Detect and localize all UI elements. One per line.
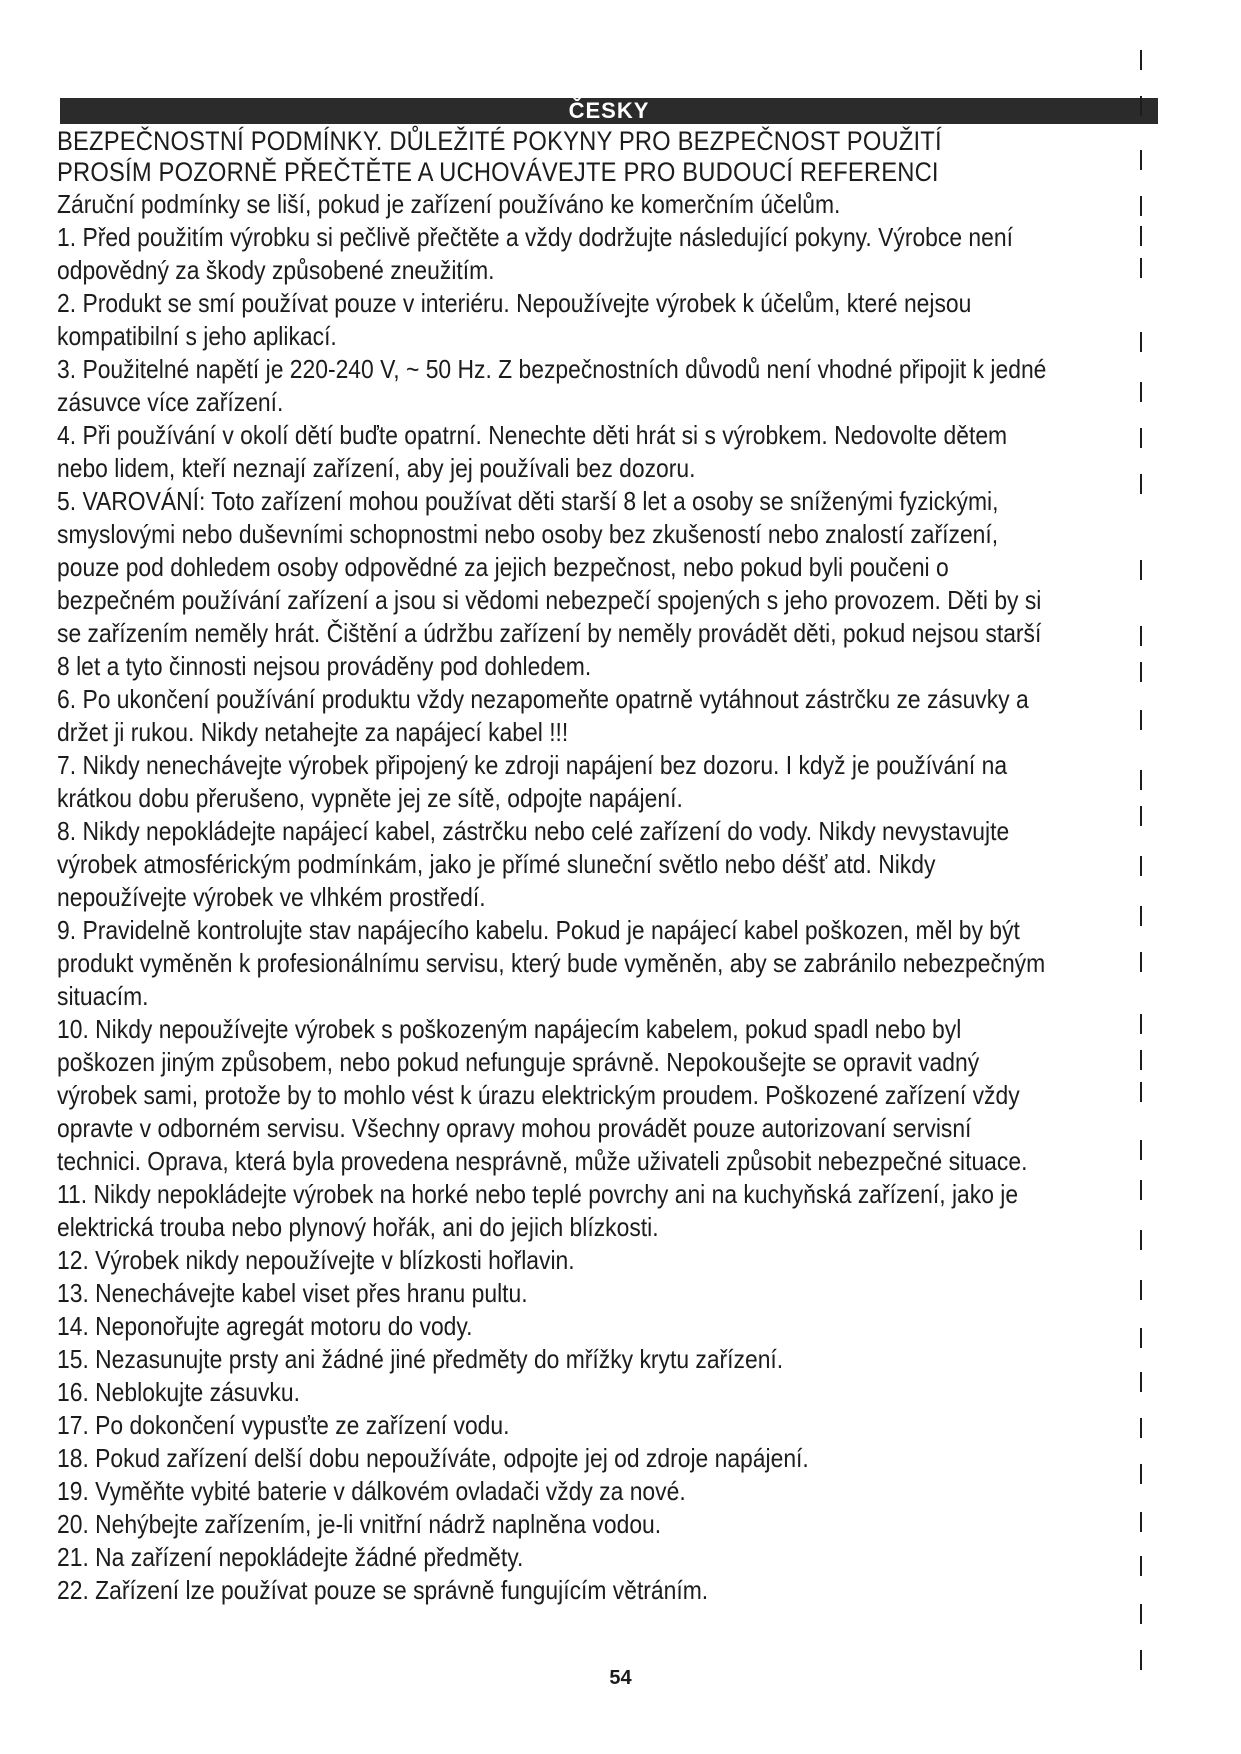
binding-margin-marks bbox=[1140, 0, 1144, 1754]
margin-tick bbox=[1140, 710, 1142, 730]
margin-tick bbox=[1140, 1372, 1142, 1392]
language-label: ČESKY bbox=[568, 98, 650, 123]
instruction-item: 22. Zařízení lze používat pouze se správně fungujícím větráním. bbox=[57, 1575, 709, 1605]
instruction-item: 6. Po ukončení používání produktu vždy nezapomeňte opatrně vytáhnout zástrčku ze zásuvky a držet ji rukou. Nikdy netahejte za napájecí kabel !!! bbox=[57, 684, 1029, 747]
heading-line-1: BEZPEČNOSTNÍ PODMÍNKY. DŮLEŽITÉ POKYNY PRO BEZPEČNOST POUŽITÍ bbox=[57, 126, 942, 156]
instruction-item: 9. Pravidelně kontrolujte stav napájecího kabelu. Pokud je napájecí kabel poškozen, měl by být produkt vyměněn k profesionálnímu servisu, který bude vyměněn, aby se zabránilo nebezpečným situacím. bbox=[57, 915, 1046, 1011]
instruction-item: 19. Vyměňte vybité baterie v dálkovém ovladači vždy za nové. bbox=[57, 1476, 686, 1506]
instruction-item: 7. Nikdy nenechávejte výrobek připojený ke zdroji napájení bez dozoru. I když je používání na krátkou dobu přerušeno, vypněte jej ze sítě, odpojte napájení. bbox=[57, 750, 1008, 813]
margin-tick bbox=[1140, 1556, 1142, 1576]
margin-tick bbox=[1140, 1464, 1142, 1484]
instruction-item: 15. Nezasunujte prsty ani žádné jiné předměty do mřížky krytu zařízení. bbox=[57, 1344, 784, 1374]
margin-tick bbox=[1140, 1014, 1142, 1034]
margin-tick bbox=[1140, 50, 1142, 70]
instruction-item: 14. Neponořujte agregát motoru do vody. bbox=[57, 1311, 473, 1341]
safety-instructions bbox=[57, 126, 1051, 1607]
heading-line-2: PROSÍM POZORNĚ PŘEČTĚTE A UCHOVÁVEJTE PRO BUDOUCÍ REFERENCI bbox=[57, 157, 939, 187]
margin-tick bbox=[1140, 806, 1142, 826]
page-number: 54 bbox=[609, 1667, 632, 1689]
margin-tick bbox=[1140, 952, 1142, 972]
margin-tick bbox=[1140, 332, 1142, 352]
margin-tick bbox=[1140, 150, 1142, 170]
margin-tick bbox=[1140, 1604, 1142, 1624]
language-header-bar bbox=[60, 98, 1158, 124]
margin-tick bbox=[1140, 96, 1142, 116]
instruction-item: 11. Nikdy nepokládejte výrobek na horké nebo teplé povrchy ani na kuchyňská zařízení, jako je elektrická trouba nebo plynový hořák, ani do jejich blízkosti. bbox=[57, 1179, 1019, 1242]
margin-tick bbox=[1140, 1512, 1142, 1532]
instruction-item: 5. VAROVÁNÍ: Toto zařízení mohou používat děti starší 8 let a osoby se sníženými fyzickými, smyslovými nebo duševními schopnostmi nebo osoby bez zkušeností nebo znalostí zařízení, pouze pod dohledem osoby odpovědné za jejich bezpečnost, nebo pokud byli poučeni o bezpečném používání zařízení a jsou si vědomi nebezpečí spojených s jeho provozem. Děti by si se zařízením neměly hrát. Čištění a údržbu zařízení by neměly provádět děti, pokud nejsou starší 8 let a tyto činnosti nejsou prováděny pod dohledem. bbox=[57, 486, 1042, 681]
instruction-item: 8. Nikdy nepokládejte napájecí kabel, zástrčku nebo celé zařízení do vody. Nikdy nevystavujte výrobek atmosférickým podmínkám, jako je přímé sluneční světlo nebo déšť atd. Nikdy nepoužívejte výrobek ve vlhkém prostředí. bbox=[57, 816, 1010, 912]
margin-tick bbox=[1140, 1082, 1142, 1102]
margin-tick bbox=[1140, 856, 1142, 876]
instruction-item: 13. Nenechávejte kabel viset přes hranu pultu. bbox=[57, 1278, 528, 1308]
margin-tick bbox=[1140, 1230, 1142, 1250]
intro-text: Záruční podmínky se liší, pokud je zařízení používáno ke komerčním účelům. bbox=[57, 189, 841, 219]
margin-tick bbox=[1140, 1418, 1142, 1438]
instruction-item: 21. Na zařízení nepokládejte žádné předměty. bbox=[57, 1542, 524, 1572]
margin-tick bbox=[1140, 662, 1142, 682]
instruction-item: 20. Nehýbejte zařízením, je-li vnitřní nádrž naplněna vodou. bbox=[57, 1509, 662, 1539]
margin-tick bbox=[1140, 1280, 1142, 1300]
instruction-item: 3. Použitelné napětí je 220-240 V, ~ 50 Hz. Z bezpečnostních důvodů není vhodné připojit k jedné zásuvce více zařízení. bbox=[57, 354, 1047, 417]
margin-tick bbox=[1140, 1180, 1142, 1200]
margin-tick bbox=[1140, 258, 1142, 278]
margin-tick bbox=[1140, 560, 1142, 580]
instruction-item: 1. Před použitím výrobku si pečlivě přečtěte a vždy dodržujte následující pokyny. Výrobce není odpovědný za škody způsobené zneužitím. bbox=[57, 222, 1013, 285]
margin-tick bbox=[1140, 906, 1142, 926]
instruction-item: 16. Neblokujte zásuvku. bbox=[57, 1377, 300, 1407]
margin-tick bbox=[1140, 626, 1142, 646]
instruction-item: 10. Nikdy nepoužívejte výrobek s poškozeným napájecím kabelem, pokud spadl nebo byl poškozen jiným způsobem, nebo pokud nefunguje správně. Nepokoušejte se opravit vadný výrobek sami, protože by to mohlo vést k úrazu elektrickým proudem. Poškozené zařízení vždy opravte v odborném servisu. Všechny opravy mohou provádět pouze autorizovaní servisní technici. Oprava, která byla provedena nesprávně, může uživateli způsobit nebezpečné situace. bbox=[57, 1014, 1028, 1176]
instruction-item: 12. Výrobek nikdy nepoužívejte v blízkosti hořlavin. bbox=[57, 1245, 575, 1275]
instruction-item: 17. Po dokončení vypusťte ze zařízení vodu. bbox=[57, 1410, 510, 1440]
margin-tick bbox=[1140, 226, 1142, 246]
margin-tick bbox=[1140, 428, 1142, 448]
instruction-item: 4. Při používání v okolí dětí buďte opatrní. Nenechte děti hrát si s výrobkem. Nedovolte dětem nebo lidem, kteří neznají zařízení, aby jej používali bez dozoru. bbox=[57, 420, 1008, 483]
margin-tick bbox=[1140, 1050, 1142, 1070]
margin-tick bbox=[1140, 1328, 1142, 1348]
margin-tick bbox=[1140, 1140, 1142, 1160]
margin-tick bbox=[1140, 196, 1142, 216]
margin-tick bbox=[1140, 382, 1142, 402]
margin-tick bbox=[1140, 770, 1142, 790]
instruction-item: 2. Produkt se smí používat pouze v interiéru. Nepoužívejte výrobek k účelům, které nejsou kompatibilní s jeho aplikací. bbox=[57, 288, 972, 351]
margin-tick bbox=[1140, 474, 1142, 494]
instruction-item: 18. Pokud zařízení delší dobu nepoužíváte, odpojte jej od zdroje napájení. bbox=[57, 1443, 809, 1473]
